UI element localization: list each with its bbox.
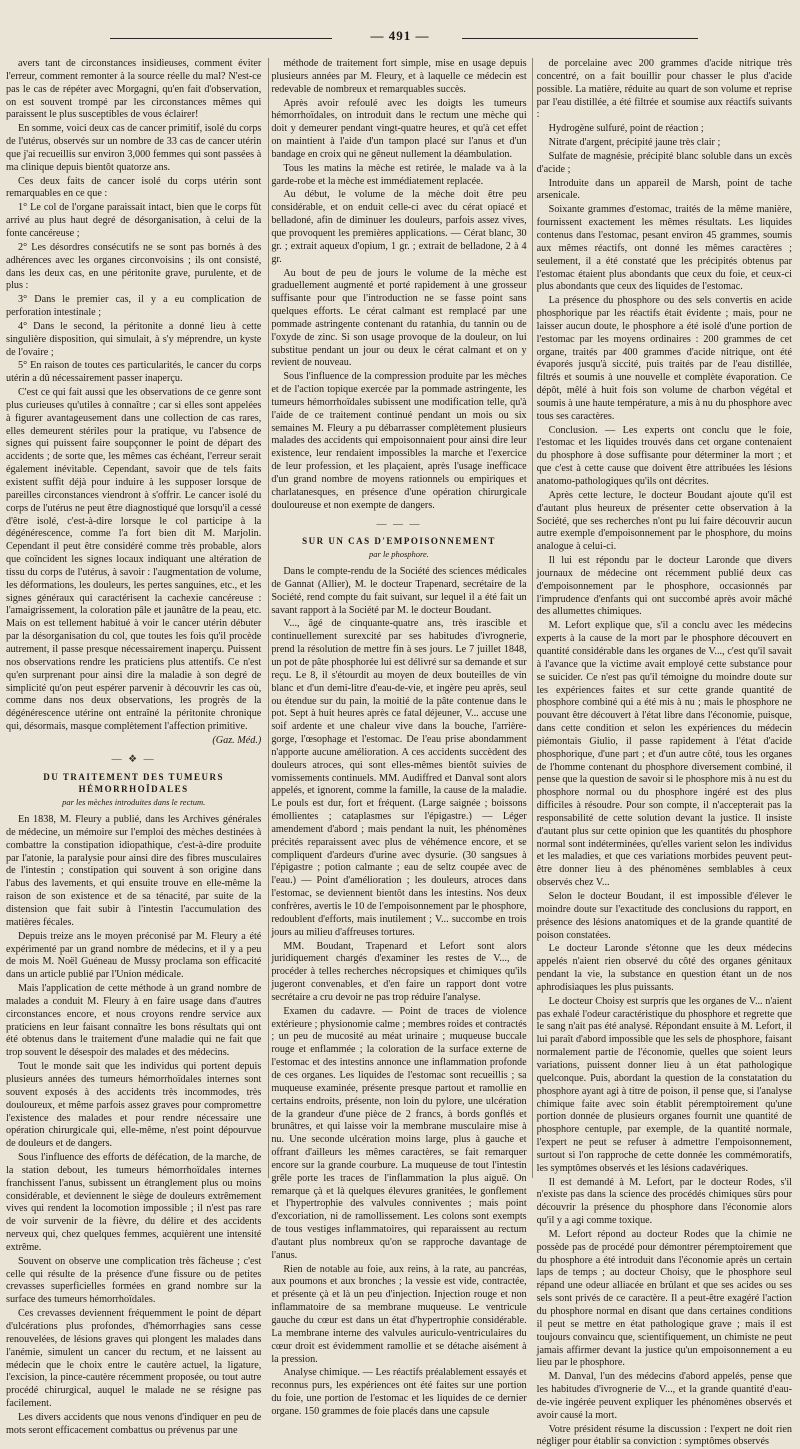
paragraph: Les divers accidents que nous venons d'indiquer en peu de mots seront efficacement combattus ou prévenus par une: [6, 1411, 262, 1436]
page-number: — 491 —: [370, 28, 430, 43]
paragraph: Depuis treize ans le moyen préconisé par M. Fleury a été expérimenté par un grand nombre de médecins, et il y a peu de mois M. Noël Guéneau de Mussy proclama son efficacité dans un article publié par l'Union médicale.: [6, 930, 262, 981]
paragraph: Selon le docteur Boudant, il est impossible d'élever le moindre doute sur l'exactitude des conclusions du rapport, en présence des lésions anatomiques et de la grande quantité de poison constatées.: [536, 891, 792, 941]
paragraph: Le docteur Choisy est surpris que les organes de V... n'aient pas exhalé l'odeur caractéristique du phosphore et regrette que le sang n'ait pas été analysé. Répondant ensuite à M. Lefort, il lui paraît d'abord impossible que les sels de phosphore, faisant normalement partie de l'économie, quelles que soient leurs variations, puissent donner lieu à un état pathologique quelconque. Puis, abordant la question de la constatation du phosphore ayant agi à titre de poison, il pense que, si l'analyse chimique faite avec soin établit péremptoirement qu'une portion donnée de plusieurs organes fournit une quantité de phosphore centuple, par exemple, de la quantité normale, l'expert ne peut se refuser à admettre l'empoisonnement, surtout si l'on rapproche de cette donnée les commémoratifs, les symptômes observés et les lésions cadavériques.: [536, 995, 792, 1174]
paragraph: Ces deux faits de cancer isolé du corps utérin sont remarquables en ce que :: [6, 175, 262, 200]
paragraph: Après cette lecture, le docteur Boudant ajoute qu'il est d'autant plus heureux de présenter cette observation à la Société, que ses recherches n'ont pu lui faire découvrir aucun autre exemple d'empoisonnement par le phosphore, du moins analogue à celui-ci.: [536, 489, 792, 553]
article-title: SUR UN CAS D'EMPOISONNEMENT: [302, 536, 496, 547]
paragraph: Le docteur Laronde s'étonne que les deux médecins appelés n'aient rien observé du côté des organes génitaux pendant la vie, la substance en question étant un de nos aphrodisiaques les plus puissants.: [536, 943, 792, 993]
paragraph: M. Lefort explique que, s'il a conclu avec les médecins experts à la cause de la mort par le phosphore découvert en quantité considérable dans les organes de V..., c'est qu'il savait à l'avance que la victime avait employé cette substance pour se suicider. Ce n'est pas qu'il témoigne du moindre doute sur les expériences faites et sur cette grande quantité de phosphore combiné qui a été mis à nu ; mais le phosphore ne pouvant être découvert à l'état libre dans l'économie, puisque, dans cette condition et selon les expériences du médecin piémontais Giulio, il passe rapidement à l'état d'acide phosphorique, d'une part ; et d'un autre côté, tous les organes de l'homme contenant du phosphore diversement combiné, il pense que la question de savoir si le phosphore mis à nu est du phosphore normal ou du phosphore ingéré est des plus difficiles à résoudre. Pour son compte, il n'accepterait pas la responsabilité de cette solution devant la justice. Il insiste d'autant plus sur cette opinion que les quantités du phosphore normal sont indéterminées, qu'elles varient selon les individus et les maladies, et que ces variations morbides peuvent peut-être donner lieu à des phénomènes semblables à ceux observés chez V...: [536, 620, 792, 889]
section-separator: — ❖ —: [111, 753, 156, 765]
article-subtitle: par le phosphore.: [369, 549, 429, 560]
source-signature: (Gaz. Méd.): [212, 734, 262, 746]
paragraph: Sulfate de magnésie, précipité blanc soluble dans un excès d'acide ;: [536, 150, 792, 175]
paragraph: Au bout de peu de jours le volume de la mèche est graduellement augmenté et porté rapidement à une grosseur suffisante pour que l'introduction ne se fasse point sans quelques efforts. Le cérat calmant est remplacé par une pommade astringente contenant du ratanhia, du tannin ou de l'oxyde de zinc. Si son usage provoque de la douleur, on lui substitue pendant un jour ou deux le cérat calmant et on y revient de nouveau.: [271, 267, 527, 369]
paragraph: Analyse chimique. — Les réactifs préalablement essayés et reconnus purs, les expériences ont été faites sur une portion du foie, une portion de l'estomac et les liquides de ce dernier organe. 150 grammes de foie placés dans une capsule: [271, 1367, 527, 1417]
paragraph: M. Lefort répond au docteur Rodes que la chimie ne possède pas de procédé pour démontrer péremptoirement que du phosphore a été introduit dans l'économie après un certain laps de temps ; au docteur Choisy, que le phosphore seul répand une odeur alliacée en brûlant et que ses acides ou ses sels sont privés de ce caractère. Il a peut-être exagéré l'action du phosphore normal en disant que dans certaines conditions il peut se mettre en état pathologique grave ; mais il est toujours convaincu que, scientifiquement, un chimiste ne peut jamais affirmer devant la justice qu'un empoisonnement a eu lieu par le phosphore.: [536, 1228, 792, 1369]
paragraph: Dans le compte-rendu de la Société des sciences médicales de Gannat (Allier), M. le docteur Trapenard, secrétaire de la Société, rend compte du fait suivant, sur lequel il a été fait un savant rapport à la Société par M. le docteur Boudant.: [271, 566, 527, 616]
paragraph: Examen du cadavre. — Point de traces de violence extérieure ; physionomie calme ; membres roides et contractés ; un peu de mucosité au méat urinaire ; muqueuse buccale rouge et enflammée ; la coloration de la surface externe de l'estomac et des intestins annonce une inflammation profonde de ces organes. Les liquides de l'estomac sont recueillis ; sa muqueuse examinée, présente presque partout et ramollie en certains endroits, présente, non loin du pylore, une ulcération de la grandeur d'une pièce de 2 francs, à bords gonflés et brunâtres, et qui laisse voir la membrane musculaire mise à nu. Une seconde ulcération moins large, plus à gauche et offrant d'ailleurs les mêmes caractères, se fait remarquer encore sur la grande courbure. La muqueuse de tout l'intestin grêle porte les traces de l'inflammation la plus aiguë. On remarque çà et là quelques élevures granitées, le gonflement et l'hypertrophie des valvules conniventes ; mais point d'excoriation, ni de ramollissement. Les colons sont exempts de tous vestiges inflammatoires, qui reparaissent au rectum d'autant plus nombreux qu'on se rapproche davantage de l'anus.: [271, 1005, 527, 1261]
column-2: [271, 58, 527, 1417]
paragraph: Après avoir refoulé avec les doigts les tumeurs hémorrhoïdales, on introduit dans le rectum une mèche qui doit y demeurer pendant vingt-quatre heures, et qu'à cet effet on maintient à l'aide d'un tampon placé sur l'anus et d'un bandage en croix qui ne gêneut nullement la déambulation.: [271, 97, 527, 160]
column-1: [6, 58, 262, 1436]
paragraph: avers tant de circonstances insidieuses, comment éviter l'erreur, comment remonter à la source réelle du mal? N'est-ce pas le cas de répéter avec Morgagni, qu'en fait d'observation, on est souvent trompé par les circonstances mêmes qui paraissent le plus susceptibles de vous éclairer!: [6, 58, 262, 121]
header-rule-right: [462, 38, 698, 39]
paragraph: En 1838, M. Fleury a publié, dans les Archives générales de médecine, un mémoire sur l'emploi des mèches destinées à combattre la constipation idiopathique, c'est-à-dire produite par l'atonie, la paralysie pour ainsi dire des fibres musculaires de l'intestin ; constipation qui souvent à son origine dans l'abus des lavements, et qui ensuite trouve en elle-même la raison de son existence et de sa ténacité, par suite de la distension que fait subir à l'intestin l'accumulation des matières fécales.: [6, 814, 262, 928]
paragraph: Tous les matins la mèche est retirée, le malade va à la garde-robe et la mèche est immédiatement replacée.: [271, 162, 527, 187]
paragraph: C'est ce qui fait aussi que les observations de ce genre sont plus curieuses qu'utiles à connaître ; car si elles sont appelées à figurer avantageusement dans une collection de cas rares, elles demeurent stériles pour la pratique, vu l'absence de signes qui puissent faire soupçonner le point de départ des accidents ; de sorte que, les mêmes cas échéant, l'erreur serait également inévitable. Cependant, savoir que de tels faits existent suffit déjà pour induire à les supposer lorsque de pareilles circonstances viendront à s'offrir. Le cancer isolé du corps de l'utérus ne peut être diagnostiqué que lorsqu'il a cessé d'être isolé, c'est-à-dire lorsque le col participe à la dégénérescence, comme l'a fort bien dit M. Marjolin. Cependant il peut être considéré comme très probable, alors que coïncident les signes locaux indiquant une altération de tissu du corps de l'utérus, à savoir : l'augmentation de volume, les déformations, les douleurs, les pertes sanguines, etc., et les signes généraux qui caractérisent la cachexie cancéreuse : l'amaigrissement, la coloration pâle et jaunâtre de la peau, etc. Mais on est tellement habitué à voir le cancer utérin débuter par la désorganisation du col, que toutes les fois qu'il procède autrement, il passe presque nécessairement inaperçu. Puissent nos observations rendre les praticiens plus attentifs. Ce n'est qu'en surprenant pour ainsi dire la maladie à son degré de simplicité qu'on peut espérer parvenir à découvrir les cas où, comme dans nos deux observations, les progrès de la dégénérescence utérine ont entraîné la péritonite chronique qui, désormais, masque complètement l'affection primitive.: [6, 387, 262, 733]
paragraph: Sous l'influence des efforts de défécation, de la marche, de la station debout, les tumeurs hémorrhoïdales internes franchissent l'anus, subissent un étranglement plus ou moins considérable, et deviennent le siège de douleurs extrêmement vives qui rendent la locomotion impossible ; il n'est pas rare de voir survenir de la fièvre, du délire et des accidents nerveux qui, chez quelques femmes, acquièrent une intensité extrême.: [6, 1152, 262, 1253]
paragraph: Au début, le volume de la mèche doit être peu considérable, et on enduit celle-ci avec du cérat opiacé et belladoné, afin de diminuer les douleurs, parfois assez vives, que provoquent les premières applications. — Cérat blanc, 30 gr. ; extrait aqueux d'opium, 1 gr. ; extrait de belladone, 2 à 4 gr.: [271, 189, 527, 265]
paragraph: 1° Le col de l'organe paraissait intact, bien que le corps fût arrivé au plus haut degré de désorganisation, à celui de la fonte cancéreuse ;: [6, 202, 262, 239]
article-subtitle: par les mèches introduites dans le rectum.: [62, 797, 206, 808]
paragraph: Rien de notable au foie, aux reins, à la rate, au pancréas, aux poumons et aux bronches ; la vessie est vide, contractée, et présente çà et là un peu d'injection. Injection rouge et non inflammatoire de sa membrane muqueuse. Le ventricule gauche du cœur est dans un état d'hypertrophie considérable. La membrane interne des valvules auriculo-ventriculaires du cœur droit est évidemment ramollie et se détache aisément à la pression.: [271, 1263, 527, 1365]
paragraph: 3° Dans le premier cas, il y a eu complication de perforation intestinale ;: [6, 294, 262, 319]
paragraph: Hydrogène sulfuré, point de réaction ;: [548, 123, 704, 135]
paragraph: Il est demandé à M. Lefort, par le docteur Rodes, s'il n'existe pas dans la science des procédés chimiques sûrs pour découvrir la présence du phosphore dans l'économie alors qu'il y a agi comme toxique.: [536, 1176, 792, 1227]
paragraph: de porcelaine avec 200 grammes d'acide nitrique très concentré, on a fait bouillir pour chasser le plus d'acide possible. La matière, réduite au quart de son volume et reprise par l'eau distillée, a été filtrée et soumise aux réactifs suivants :: [536, 58, 792, 121]
paragraph: 2° Les désordres consécutifs ne se sont pas bornés à des adhérences avec les organes circonvoisins ; ils ont consisté, dans les deux cas, en une péritonite grave, purulente, et de plus :: [6, 241, 262, 292]
paragraph: 4° Dans le second, la péritonite a donné lieu à cette singulière disposition, qui simulait, à s'y méprendre, un kyste de l'ovaire ;: [6, 320, 262, 358]
paragraph: Introduite dans un appareil de Marsh, point de tache arsenicale.: [536, 177, 792, 202]
page-header: [0, 26, 800, 46]
paragraph: Conclusion. — Les experts ont conclu que le foie, l'estomac et les liquides trouvés dans cet organe contenaient du phosphore à dose suffisante pour déterminer la mort ; et que c'est à cette cause que doivent être attribuées les lésions anatomo-pathologiques qu'ils ont décrites.: [536, 424, 792, 487]
section-separator: — — —: [376, 518, 422, 530]
paragraph: En somme, voici deux cas de cancer primitif, isolé du corps de l'utérus, observés sur un nombre de 33 cas de cancer utérin que j'ai recueillis sur environ 3,000 femmes qui sont passées à ma clinique depuis bientôt quatorze ans.: [6, 123, 262, 173]
paragraph: La présence du phosphore ou des sels convertis en acide phosphorique par les réactifs était évidente ; mais, pour ne laisser aucun doute, le phosphore a été isolé d'une portion de l'estomac par les moyens ordinaires : 200 grammes de cet organe, traités par 400 grammes d'acide nitrique, ont été évaporés jusqu'à siccité, puis traités par de l'eau distillée, filtrés et soumis à une nouvelle et complète évaporation. Ce dépôt, mêlé à huit fois son volume de charbon végétal et soumis à une haute température, a mis à nu du phosphore avec tous ses caractères.: [536, 295, 792, 422]
paragraph: méthode de traitement fort simple, mise en usage depuis plusieurs années par M. Fleury, et à laquelle ce médecin est redevable de nombreux et remarquables succès.: [271, 58, 527, 95]
paragraph: M. Danval, l'un des médecins d'abord appelés, pense que les habitudes d'ivrognerie de V..., et la grande quantité d'eau-de-vie ingérée peuvent expliquer les phénomènes observés et avoir causé la mort.: [536, 1371, 792, 1421]
paragraph: Ces crevasses deviennent fréquemment le point de départ d'ulcérations plus profondes, d'hémorrhagies sans cesse renouvelées, de lésions graves qui plongent les malades dans l'anémie, simulent un cancer du rectum, et ne laissent au médecin que le choix entre le cautère actuel, la ligature, l'excision, la pince-cautère récemment proposée, ou tout autre procédé chirurgical, auquel le malade ne se résigne pas facilement.: [6, 1308, 262, 1410]
paragraph: Votre président résume la discussion : l'expert ne doit rien négliger pour établir sa conviction : symptômes observés: [536, 1423, 792, 1448]
header-rule-left: [110, 38, 332, 39]
column-3: [536, 58, 792, 1448]
paragraph: Tout le monde sait que les individus qui portent depuis plusieurs années des tumeurs hémorrhoïdales internes sont souvent exposés à des accidents très incommodes, très douloureux, et même parfois assez graves pour compromettre l'existence des malades et pour rendre nécessaire une opération chirurgicale qui, elle-même, n'est point dépourvue de douleurs et de dangers.: [6, 1061, 262, 1150]
paragraph: Il lui est répondu par le docteur Laronde que divers journaux de médecine ont récemment publié deux cas d'empoisonnement par le phosphore, occasionnés par l'imprudence d'enfants qui ont succombé après avoir mâché des allumettes chimiques.: [536, 555, 792, 618]
paragraph: Soixante grammes d'estomac, traités de la même manière, fournissent exactement les mêmes résultats. Les liquides contenus dans l'estomac, pesant environ 45 grammes, soumis aux mêmes réactifs, ont donné les mêmes caractères ; seulement, il a été constaté que les précipités obtenus par l'estomac étaient plus abondants que ceux du foie, et ceux-ci plus abondants que ceux des liquides de l'estomac.: [536, 204, 792, 293]
paragraph: 5° En raison de toutes ces particularités, le cancer du corps utérin a dû nécessairement passer inaperçu.: [6, 360, 262, 385]
paragraph: Nitrate d'argent, précipité jaune très clair ;: [548, 137, 721, 149]
paragraph: Sous l'influence de la compression produite par les mèches et de l'action topique exercée par la pommade astringente, les tumeurs hémorrhoïdales subissent une modification telle, qu'à l'aide de ce traitement continué pendant un mois ou six semaines M. Fleury a pu débarrasser complètement plusieurs malades des accidents qui empoisonnaient pour ainsi dire leur existence, leur rendaient impossibles la marche et l'exercice de leur profession, et les plaçaient, après l'usage inefficace d'un grand nombre de moyens rationnels ou empiriques et charlatanesques, en présence d'une opération chirurgicale douloureuse et non exempte de dangers.: [271, 371, 527, 511]
paragraph: Souvent on observe une complication très fâcheuse ; c'est celle qui résulte de la présence d'une fissure ou de petites crevasses superficielles formées en grand nombre sur la surface des tumeurs hémorrhoïdales.: [6, 1255, 262, 1306]
paragraph: MM. Boudant, Trapenard et Lefort sont alors juridiquement chargés d'examiner les restes de V..., de procéder à telles recherches nécropsiques et chimiques qu'ils jugeront convenables, et d'en faire un rapport dont votre secrétaire a cru devoir ne pas trop réduire l'analyse.: [271, 940, 527, 1003]
paragraph: V..., âgé de cinquante-quatre ans, très irascible et continuellement surexcité par ses habitudes d'ivrognerie, prend la résolution de mettre fin à ses jours. Le 7 juillet 1848, un pot de pâte phosphorée lui est délivré sur sa demande et sur reçu. Le 8, il s'étourdit au moyen de deux bouteilles de vin blanc et d'un demi-litre d'eau-de-vie, et ingère peu après, seul ou étendue sur du pain, la moitié de la pâte contenue dans le pot. Sept à huit heures après ce fatal déjeuner, V... accuse une soif ardente et une chaleur vive dans la bouche, l'arrière-gorge, l'œsophage et l'estomac. De l'eau prise abondamment n'apporte aucune amélioration. A ces accidents succèdent des douleurs atroces, qui sont elles-mêmes bientôt suivies de vomissements continuels. MM. Audiffred et Danval sont alors appelés, et ignorent, comme la famille, la cause de la maladie. Le pouls est dur, fort et fréquent. (Large saignée ; boissons émollientes ; cataplasmes sur l'épigastre.) — Léger amendement d'abord ; mais pendant la nuit, les phénomènes précités reparaissent avec plus de véhémence encore, et se compliquent d'ardeurs d'urine avec dysurie. (30 sangsues à l'épigastre ; potion calmante ; eau de seltz coupée avec de l'eau.) — Point d'amélioration ; les douleurs, atroces dans l'estomac, se deviennent bientôt dans les intestins. Nos deux confrères, avertis le 10 de l'empoisonnement par le phosphore, redoublent d'efforts, mais inutilement ; V... succombe en trois jours au milieu d'affreuses tortures.: [271, 618, 527, 938]
paragraph: Mais l'application de cette méthode à un grand nombre de malades a conduit M. Fleury à en faire usage dans d'autres circonstances encore, et nous croyons rendre service aux praticiens en leur faisant connaître les bons résultats qui ont été obtenus dans le traitement d'une maladie qui ne fait que trop souvent le désespoir des malades et des médecins.: [6, 983, 262, 1059]
article-title: DU TRAITEMENT DES TUMEURS HÉMORRHOÏDALES: [43, 771, 225, 795]
article-columns: [6, 58, 792, 1448]
